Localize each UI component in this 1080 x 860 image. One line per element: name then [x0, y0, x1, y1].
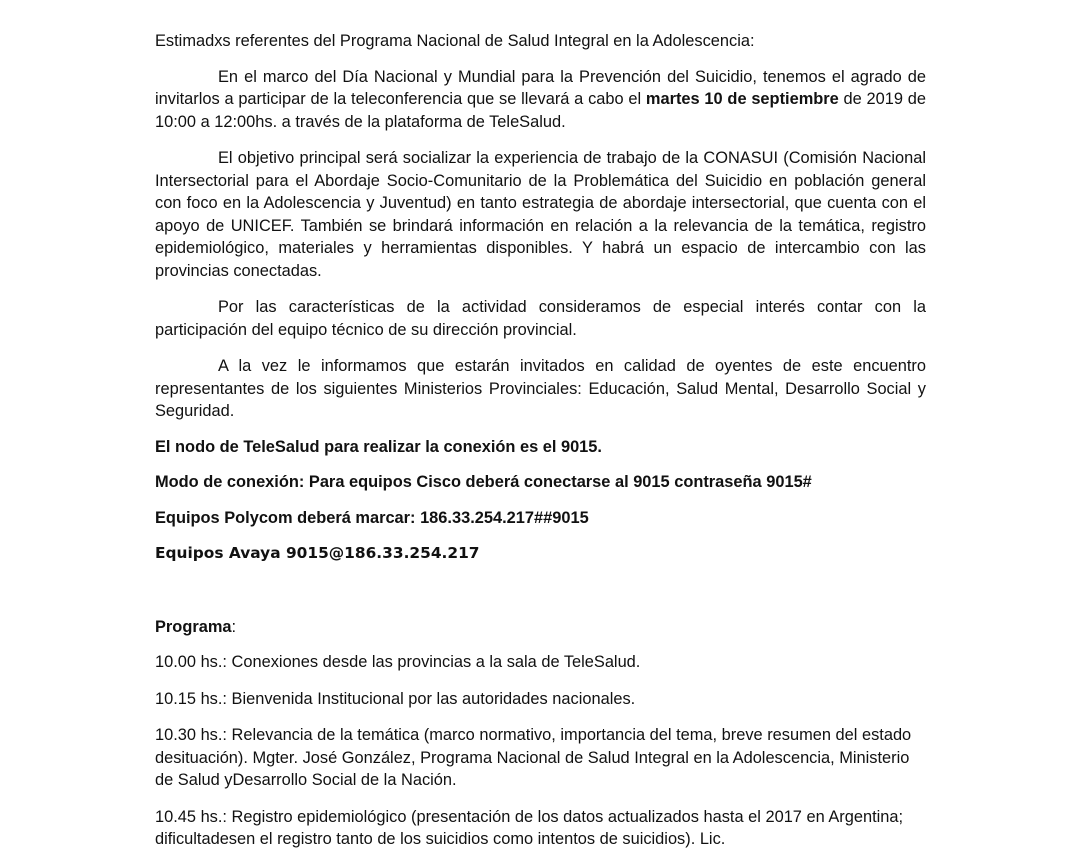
- greeting: Estimadxs referentes del Programa Nacional de Salud Integral en la Adolescencia:: [155, 32, 755, 50]
- invitation-date: martes 10 de septiembre: [645, 90, 839, 108]
- programa-item-1030: 10.30 hs.: Relevancia de la temática (marco normativo, importancia del tema, breve resumen del estado desituación). Mgter. José González, Programa Nacional de Salud Integral en la Adolescencia, Ministerio de Salud yDesarrollo Social de la Nación.: [155, 726, 912, 789]
- programa-label: Programa: [155, 617, 232, 636]
- invitation-text-end: de 2019 de 10:00 a 12:00hs. a través de la plataforma de TeleSalud.: [155, 90, 927, 131]
- programa-item-1015: 10.15 hs.: Bienvenida Institucional por las autoridades nacionales.: [155, 689, 636, 708]
- connection-polycom: Equipos Polycom deberá marcar: 186.33.254.217##9015: [155, 508, 589, 527]
- document-page: [155, 30, 926, 851]
- connection-avaya: Equipos Avaya 9015@186.33.254.217: [155, 544, 480, 562]
- paragraph-invitation: [155, 66, 926, 134]
- paragraph-objective: El objetivo principal será socializar la experiencia de trabajo de la CONASUI (Comisión Nacional Intersectorial para el Abordaje Socio-Comunitario de la Problemática del Suicidio en población general con foco en la Adolescencia y Juventud) en tanto estrategia de abordaje intersectorial, que cuenta con el apoyo de UNICEF. También se brindará información en relación a la relevancia de la temática, registro epidemiológico, materiales y herramientas disponibles. Y habrá un espacio de intercambio con las provincias conectadas.: [155, 149, 926, 280]
- programa-item-1000: 10.00 hs.: Conexiones desde las provincias a la sala de TeleSalud.: [155, 653, 641, 671]
- paragraph-invited: A la vez le informamos que estarán invitados en calidad de oyentes de este encuentro representantes de los siguientes Ministerios Provinciales: Educación, Salud Mental, Desarrollo Social y Seguridad.: [155, 357, 926, 420]
- paragraph-interest: Por las características de la actividad consideramos de especial interés contar con la participación del equipo técnico de su dirección provincial.: [155, 298, 926, 339]
- programa-colon: :: [231, 617, 237, 636]
- invitation-text-start: En el marco del Día Nacional y Mundial para la Prevención del Suicidio, tenemos el agrado de invitarlos a participar de la teleconferencia que se llevará a cabo el: [155, 67, 926, 108]
- programa-item-1045: 10.45 hs.: Registro epidemiológico (presentación de los datos actualizados hasta el 2017 en Argentina; dificultadesen el registro tanto de los suicidios como intentos de suicidios). Lic.: [155, 807, 904, 848]
- connection-mode: Modo de conexión: Para equipos Cisco deberá conectarse al 9015 contraseña 9015#: [155, 473, 812, 491]
- programa-heading: [155, 616, 926, 639]
- connection-node: El nodo de TeleSalud para realizar la conexión es el 9015.: [155, 437, 602, 456]
